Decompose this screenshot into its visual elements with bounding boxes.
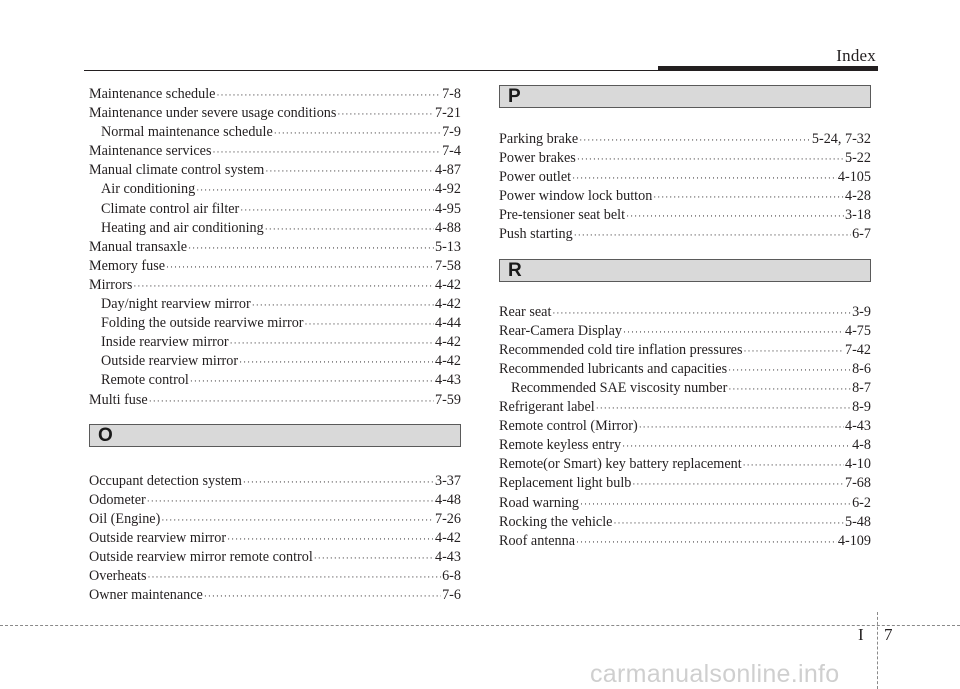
footer-divider bbox=[877, 612, 878, 689]
index-subentry bbox=[89, 314, 461, 333]
dot-leader bbox=[579, 131, 811, 150]
index-entry bbox=[89, 142, 461, 161]
index-entry bbox=[499, 303, 871, 322]
index-entry bbox=[499, 532, 871, 551]
entry-term: Oil (Engine) bbox=[89, 510, 161, 527]
page-title: Index bbox=[836, 46, 876, 65]
dot-leader bbox=[337, 105, 434, 124]
footer-section-number: I bbox=[858, 625, 864, 644]
index-entry bbox=[89, 161, 461, 180]
entry-page-ref: 4-42 bbox=[434, 334, 461, 351]
entry-term: Outside rearview mirror remote control bbox=[89, 548, 313, 565]
entry-page-ref: 5-24, 7-32 bbox=[811, 131, 871, 147]
dot-leader bbox=[314, 549, 434, 568]
entry-term: Day/night rearview mirror bbox=[101, 296, 251, 313]
dot-leader bbox=[574, 226, 851, 245]
dot-leader bbox=[230, 334, 434, 353]
dot-leader bbox=[166, 258, 434, 277]
entry-term: Inside rearview mirror bbox=[101, 334, 229, 351]
dot-leader bbox=[196, 181, 434, 200]
entry-page-ref: 3-37 bbox=[434, 472, 461, 489]
index-entry bbox=[499, 322, 871, 341]
entry-page-ref: 4-92 bbox=[434, 181, 461, 198]
dot-leader bbox=[623, 323, 844, 342]
dot-leader bbox=[204, 587, 441, 606]
entry-term: Maintenance services bbox=[89, 143, 212, 160]
index-column-right bbox=[499, 85, 871, 551]
index-entry bbox=[499, 417, 871, 436]
entry-page-ref: 7-9 bbox=[442, 124, 461, 141]
entry-term: Power brakes bbox=[499, 150, 576, 167]
entry-term: Power outlet bbox=[499, 169, 572, 186]
entry-term: Road warning bbox=[499, 494, 579, 511]
entry-term: Remote control bbox=[101, 372, 189, 389]
index-entry bbox=[89, 491, 461, 510]
entry-page-ref: 4-95 bbox=[434, 200, 461, 217]
entry-term: Outside rearview mirror bbox=[101, 353, 239, 370]
entry-page-ref: 4-105 bbox=[837, 169, 871, 186]
entry-page-ref: 4-87 bbox=[434, 162, 461, 179]
entry-term: Remote control (Mirror) bbox=[499, 418, 638, 435]
section-letter: P bbox=[508, 86, 521, 107]
entry-page-ref: 8-6 bbox=[852, 360, 871, 377]
index-entry bbox=[499, 436, 871, 455]
entry-term: Parking brake bbox=[499, 131, 579, 147]
entry-page-ref: 6-2 bbox=[852, 494, 871, 511]
dot-leader bbox=[576, 533, 837, 552]
entry-page-ref: 7-42 bbox=[844, 341, 871, 358]
index-entry bbox=[89, 391, 461, 410]
index-entry bbox=[499, 130, 871, 149]
index-entry bbox=[89, 104, 461, 123]
entry-page-ref: 4-75 bbox=[844, 322, 871, 339]
index-entry bbox=[499, 149, 871, 168]
entry-term: Pre-tensioner seat belt bbox=[499, 207, 626, 224]
index-subentry bbox=[89, 180, 461, 199]
entry-term: Occupant detection system bbox=[89, 472, 242, 489]
dot-leader bbox=[728, 380, 851, 399]
entry-term: Maintenance schedule bbox=[89, 86, 216, 102]
entry-term: Odometer bbox=[89, 491, 146, 508]
dot-leader bbox=[216, 86, 441, 105]
index-entry bbox=[499, 360, 871, 379]
entry-term: Recommended cold tire inflation pressures bbox=[499, 341, 743, 358]
index-subentry bbox=[89, 333, 461, 352]
entry-page-ref: 7-68 bbox=[844, 475, 871, 492]
index-entry bbox=[499, 474, 871, 493]
dot-leader bbox=[161, 511, 434, 530]
dot-leader bbox=[613, 514, 844, 533]
section-header-r bbox=[499, 259, 871, 282]
dot-leader bbox=[243, 473, 434, 492]
dot-leader bbox=[265, 220, 434, 239]
entry-page-ref: 4-42 bbox=[434, 276, 461, 293]
dot-leader bbox=[148, 568, 442, 587]
entry-page-ref: 7-6 bbox=[442, 587, 461, 604]
index-entry bbox=[89, 567, 461, 586]
index-entry bbox=[499, 494, 871, 513]
entry-term: Maintenance under severe usage conditions bbox=[89, 105, 337, 122]
entry-page-ref: 4-43 bbox=[434, 372, 461, 389]
entry-page-ref: 4-43 bbox=[844, 418, 871, 435]
index-entry bbox=[499, 341, 871, 360]
dot-leader bbox=[149, 392, 434, 411]
index-entry bbox=[89, 85, 461, 104]
entry-page-ref: 4-88 bbox=[434, 219, 461, 236]
entry-term: Rocking the vehicle bbox=[499, 513, 613, 530]
dot-leader bbox=[552, 304, 851, 323]
entry-term: Refrigerant label bbox=[499, 399, 595, 416]
dot-leader bbox=[622, 437, 851, 456]
entry-term: Overheats bbox=[89, 568, 147, 585]
entry-page-ref: 7-8 bbox=[442, 86, 461, 102]
entry-term: Mirrors bbox=[89, 276, 133, 293]
entry-term: Replacement light bulb bbox=[499, 475, 632, 492]
entry-term: Air conditioning bbox=[101, 181, 196, 198]
entry-page-ref: 7-4 bbox=[442, 143, 461, 160]
dot-leader bbox=[577, 150, 844, 169]
watermark: carmanualsonline.info bbox=[590, 660, 840, 688]
entry-page-ref: 7-26 bbox=[434, 510, 461, 527]
dot-leader bbox=[147, 492, 434, 511]
entry-page-ref: 4-8 bbox=[852, 437, 871, 454]
entry-page-ref: 4-42 bbox=[434, 529, 461, 546]
entry-term: Manual transaxle bbox=[89, 238, 188, 255]
index-entry bbox=[499, 455, 871, 474]
entry-page-ref: 4-44 bbox=[434, 315, 461, 332]
header-rule bbox=[84, 70, 878, 71]
dot-leader bbox=[626, 207, 844, 226]
entry-page-ref: 7-59 bbox=[434, 391, 461, 408]
entry-term: Roof antenna bbox=[499, 532, 576, 549]
entry-page-ref: 8-7 bbox=[852, 379, 871, 396]
index-entry bbox=[89, 276, 461, 295]
index-entry bbox=[499, 398, 871, 417]
index-entry bbox=[499, 168, 871, 187]
dot-leader bbox=[596, 399, 851, 418]
dot-leader bbox=[728, 361, 851, 380]
section-letter: O bbox=[98, 424, 113, 446]
entry-term: Multi fuse bbox=[89, 391, 148, 408]
index-entry bbox=[499, 206, 871, 225]
entry-page-ref: 4-43 bbox=[434, 548, 461, 565]
dot-leader bbox=[252, 296, 434, 315]
dot-leader bbox=[213, 143, 442, 162]
entry-page-ref: 7-21 bbox=[434, 105, 461, 122]
index-subentry bbox=[89, 371, 461, 390]
entry-term: Outside rearview mirror bbox=[89, 529, 227, 546]
dot-leader bbox=[743, 456, 844, 475]
index-subentry bbox=[89, 200, 461, 219]
index-entry bbox=[89, 510, 461, 529]
entry-page-ref: 8-9 bbox=[852, 399, 871, 416]
entry-term: Recommended lubricants and capacities bbox=[499, 360, 728, 377]
index-entry bbox=[499, 225, 871, 244]
entry-term: Folding the outside rearviwe mirror bbox=[101, 315, 304, 332]
entry-page-ref: 4-109 bbox=[837, 532, 871, 549]
index-column-left bbox=[89, 85, 461, 605]
dot-leader bbox=[239, 353, 434, 372]
index-entry bbox=[499, 187, 871, 206]
index-subentry bbox=[89, 352, 461, 371]
entry-page-ref: 4-42 bbox=[434, 353, 461, 370]
entry-term: Remote keyless entry bbox=[499, 437, 622, 454]
entry-page-ref: 6-8 bbox=[442, 568, 461, 585]
entry-term: Power window lock button bbox=[499, 188, 653, 205]
index-entry bbox=[89, 238, 461, 257]
dot-leader bbox=[240, 201, 434, 220]
dot-leader bbox=[265, 162, 434, 181]
entry-term: Manual climate control system bbox=[89, 162, 265, 179]
index-entry bbox=[89, 548, 461, 567]
entry-page-ref: 6-7 bbox=[852, 226, 871, 243]
entry-term: Remote(or Smart) key battery replacement bbox=[499, 456, 742, 473]
dot-leader bbox=[188, 239, 434, 258]
entry-term: Rear-Camera Display bbox=[499, 322, 623, 339]
entry-page-ref: 5-48 bbox=[844, 513, 871, 530]
dot-leader bbox=[639, 418, 844, 437]
index-entry bbox=[89, 472, 461, 491]
entry-page-ref: 4-42 bbox=[434, 296, 461, 313]
entry-page-ref: 4-48 bbox=[434, 491, 461, 508]
entry-term: Climate control air filter bbox=[101, 200, 240, 217]
entry-term: Recommended SAE viscosity number bbox=[511, 379, 728, 396]
index-entry bbox=[499, 513, 871, 532]
index-entry bbox=[89, 529, 461, 548]
section-header-p bbox=[499, 85, 871, 108]
section-letter: R bbox=[508, 259, 522, 281]
index-entry bbox=[89, 257, 461, 276]
entry-page-ref: 4-28 bbox=[844, 188, 871, 205]
index-subentry bbox=[499, 379, 871, 398]
entry-term: Heating and air conditioning bbox=[101, 219, 264, 236]
dot-leader bbox=[572, 169, 837, 188]
dot-leader bbox=[190, 372, 434, 391]
entry-page-ref: 3-9 bbox=[852, 303, 871, 320]
entry-page-ref: 7-58 bbox=[434, 257, 461, 274]
entry-page-ref: 5-13 bbox=[434, 238, 461, 255]
footer-page-number: 7 bbox=[884, 625, 893, 644]
dot-leader bbox=[133, 277, 434, 296]
dot-leader bbox=[274, 124, 441, 143]
dot-leader bbox=[743, 342, 844, 361]
entry-page-ref: 3-18 bbox=[844, 207, 871, 224]
entry-term: Memory fuse bbox=[89, 257, 166, 274]
entry-page-ref: 4-10 bbox=[844, 456, 871, 473]
dot-leader bbox=[653, 188, 844, 207]
entry-term: Push starting bbox=[499, 226, 573, 243]
entry-term: Rear seat bbox=[499, 303, 552, 320]
section-header-o bbox=[89, 424, 461, 447]
index-entry bbox=[89, 586, 461, 605]
dot-leader bbox=[305, 315, 434, 334]
entry-term: Owner maintenance bbox=[89, 587, 203, 604]
index-subentry bbox=[89, 219, 461, 238]
footer-rule bbox=[0, 625, 960, 626]
entry-term: Normal maintenance schedule bbox=[101, 124, 273, 141]
entry-page-ref: 5-22 bbox=[844, 150, 871, 167]
dot-leader bbox=[632, 475, 844, 494]
index-subentry bbox=[89, 295, 461, 314]
dot-leader bbox=[227, 530, 434, 549]
index-subentry bbox=[89, 123, 461, 142]
dot-leader bbox=[580, 495, 851, 514]
